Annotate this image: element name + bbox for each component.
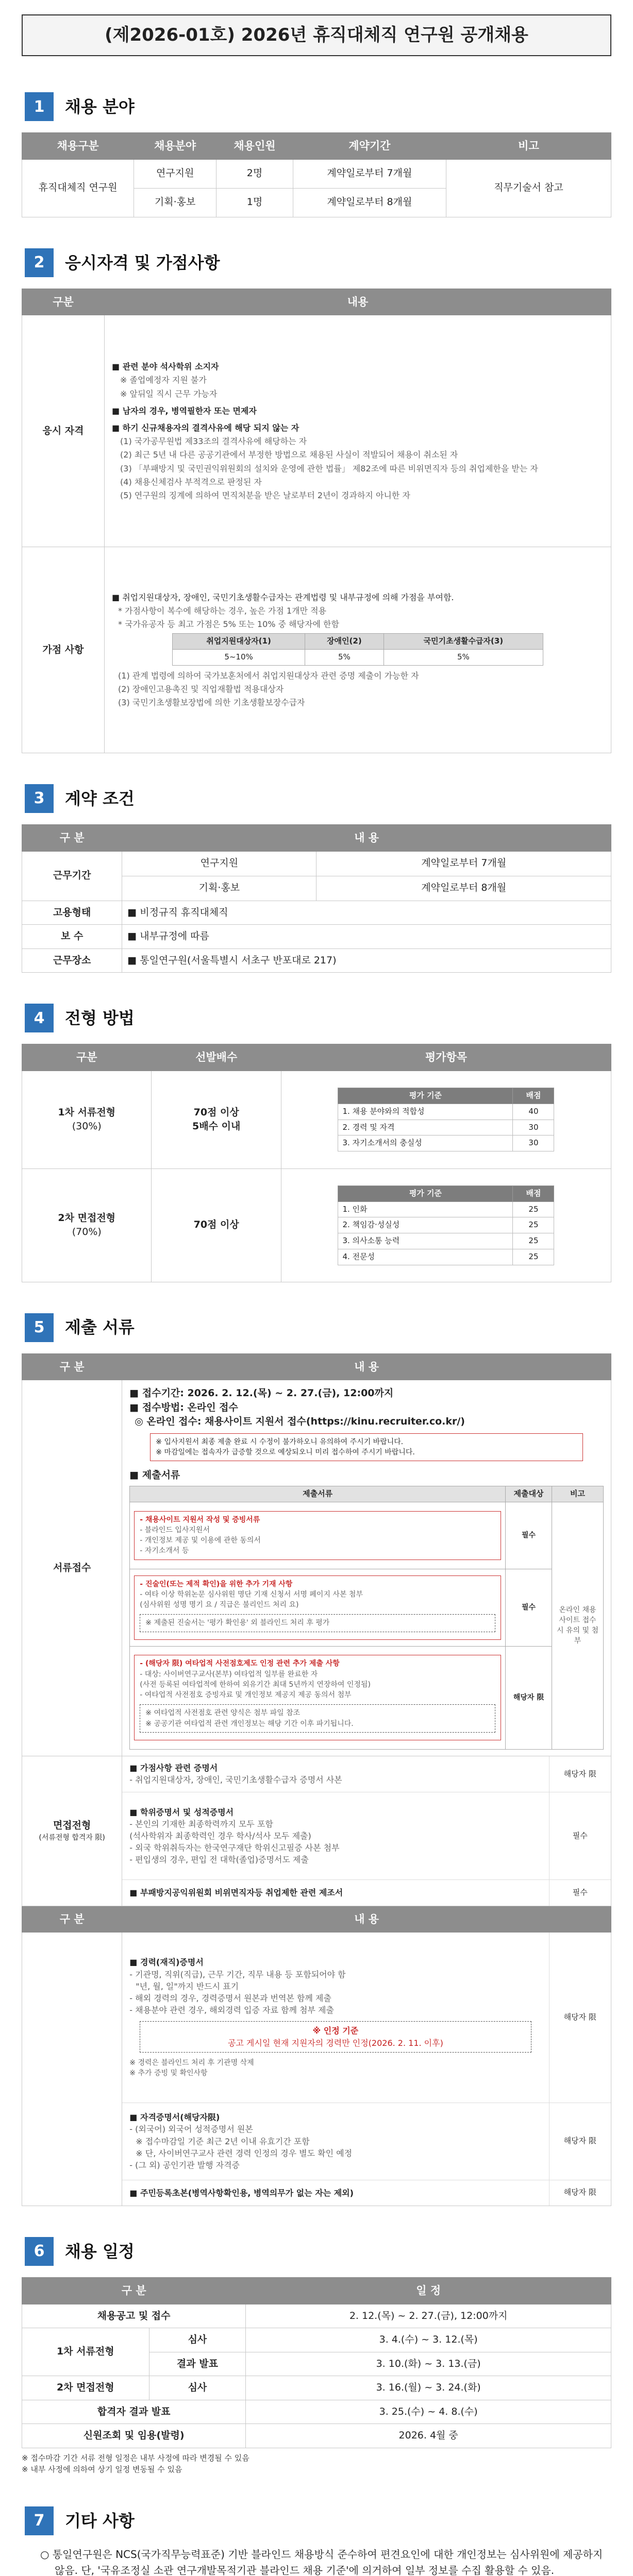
- schedule-date: 3. 4.(수) ~ 3. 12.(목): [246, 2328, 611, 2352]
- stage-name: 1차 서류전형: [58, 1106, 116, 1118]
- doc-target: 필수: [506, 1502, 552, 1569]
- application-warning: ※ 마감일에는 접속자가 급증할 것으로 예상되오니 미리 접수하여 주시기 바랍니다.: [156, 1448, 415, 1457]
- table-cell: 계약일로부터 7개월: [316, 851, 611, 876]
- career-doc-detail: - 기관명, 직위(직급), 근무 기간, 직무 내용 등 포함되어야 함: [129, 1969, 346, 1979]
- eval-header: 배점: [513, 1185, 554, 1201]
- eval-criterion: 4. 전문성: [338, 1249, 513, 1265]
- eval-criterion: 1. 인화: [338, 1201, 513, 1217]
- interview-doc-detail: - 본인의 기재한 최종학력까지 모두 포함: [129, 1819, 273, 1829]
- table-cell: 계약일로부터 7개월: [293, 159, 446, 188]
- table-cell: 2명: [216, 159, 293, 188]
- section-number: 3: [25, 784, 54, 813]
- section-selection-method: [22, 1004, 611, 1282]
- eval-header: 평가 기준: [338, 1185, 513, 1201]
- table-cell: 직무기술서 참고: [446, 159, 611, 217]
- table-cell: 계약일로부터 8개월: [316, 876, 611, 901]
- section-others: [22, 2506, 611, 2576]
- application-site: ◎ 온라인 접수: 채용사이트 지원서 접수(https://kinu.recruiter.co.kr/): [135, 1416, 465, 1428]
- stage-weight: (70%): [72, 1226, 102, 1238]
- application-period: ■ 접수기간: 2026. 2. 12.(목) ~ 2. 27.(금), 12:00까지: [129, 1387, 394, 1399]
- doc-item: - 진술인(또는 제적 확인)을 위한 추가 기재 사항: [140, 1580, 293, 1588]
- doc-target: 해당자 限: [549, 2180, 611, 2206]
- eval-score: 25: [513, 1233, 554, 1249]
- schedule-date: 3. 25.(수) ~ 4. 8.(수): [246, 2400, 611, 2424]
- table-header: 일 정: [246, 2278, 611, 2304]
- schedule-date: 2026. 4월 중: [246, 2424, 611, 2448]
- table-header: 계약기간: [293, 133, 446, 159]
- selection-multiple: 70점 이상: [193, 1219, 239, 1231]
- row-label: 서류접수: [22, 1380, 122, 1756]
- doc-target: 해당자 限: [506, 1646, 552, 1749]
- career-doc: ■ 경력(재직)증명서: [129, 1957, 204, 1968]
- selection-table: [22, 1044, 611, 1282]
- schedule-sublabel: 심사: [149, 2328, 246, 2352]
- stage-weight: (30%): [72, 1121, 102, 1132]
- eval-score: 40: [513, 1104, 554, 1120]
- section-title: 채용 일정: [65, 2241, 135, 2261]
- bonus-table: [172, 633, 543, 666]
- doc-item: (심사위원 성명 명기 요 / 직급은 불리인드 처리 요): [140, 1601, 299, 1609]
- license-doc: ■ 자격증명서(해당자限): [129, 2112, 220, 2123]
- table-cell: ■ 비정규직 휴직대체직: [122, 901, 611, 925]
- table-header: 채용분야: [134, 133, 216, 159]
- license-doc-detail: ※ 접수마감일 기준 최근 2년 이내 유효기간 포함: [136, 2136, 310, 2146]
- interview-doc: ■ 가점사항 관련 증명서: [129, 1763, 218, 1773]
- table-header: 구 분: [22, 1906, 122, 1932]
- doc-item: - 개인정보 제공 및 이용에 관한 동의서: [140, 1536, 261, 1545]
- bonus-value: 5~10%: [173, 650, 305, 666]
- disqualification-item: (2) 최근 5년 내 다른 공공기관에서 부정한 방법으로 채용된 사실이 적발되어 채용이 취소된 자: [120, 450, 458, 460]
- interview-doc: ■ 학위증명서 및 성적증명서: [129, 1807, 234, 1817]
- bonus-note: (3) 국민기초생활보장법에 의한 기초생활보장수급자: [118, 698, 305, 708]
- table-cell: 기획·홍보: [134, 188, 216, 217]
- table-cell: ■ 통일연구원(서울특별시 서초구 반포대로 217): [122, 948, 611, 973]
- doc-item: - 자기소개서 등: [140, 1547, 189, 1555]
- career-note: ※ 추가 증빙 및 확인사항: [129, 2069, 208, 2077]
- schedule-sublabel: 결과 발표: [149, 2352, 246, 2376]
- section-number: 7: [25, 2506, 54, 2535]
- table-header: 채용인원: [216, 133, 293, 159]
- table-header: 내 용: [122, 1906, 611, 1932]
- eval-criterion: 3. 자기소개서의 충실성: [338, 1136, 513, 1151]
- interview-doc-detail: - 외국 학위취득자는 한국연구재단 학위신고필증 사본 첨부: [129, 1843, 340, 1853]
- table-header: 내 용: [122, 825, 611, 851]
- schedule-date: 3. 16.(월) ~ 3. 24.(화): [246, 2376, 611, 2400]
- section-contract: [22, 784, 611, 973]
- table-header: 구분: [22, 1044, 152, 1071]
- section-number: 2: [25, 248, 54, 277]
- row-label: 가점 사항: [22, 547, 105, 753]
- row-label: 면접전형: [53, 1819, 91, 1831]
- bonus-value: 5%: [384, 650, 543, 666]
- eval-score: 25: [513, 1249, 554, 1265]
- license-doc-detail: - (그 외) 공인기관 발행 자격증: [129, 2160, 240, 2170]
- qualification-item: ■ 하기 신규채용자의 결격사유에 해당 되지 않는 자: [112, 422, 299, 433]
- resident-doc: ■ 주민등록초본(병역사항확인용, 병역의무가 없는 자는 제외): [129, 2188, 354, 2198]
- section-schedule: [22, 2237, 611, 2476]
- doc-item: (사전 등록된 여타업적에 한하여 외유기간 최대 5년까지 연장하여 인정됨): [140, 1680, 371, 1689]
- table-header: 평가항목: [281, 1044, 611, 1071]
- disqualification-item: (4) 채용신체검사 부적격으로 판정된 자: [120, 477, 262, 487]
- schedule-note: ※ 접수마감 기간 서류 전형 일정은 내부 사정에 따라 변경될 수 있음: [22, 2453, 249, 2463]
- interview-doc-detail: - 편입생의 경우, 편입 전 대학(졸업)증명서도 제출: [129, 1855, 309, 1865]
- docs-header: 제출서류: [130, 1486, 506, 1502]
- doc-note: ※ 여타업적 사전점호 관련 양식은 첨부 파일 참조: [145, 1709, 301, 1718]
- schedule-note: ※ 내부 사정에 의하여 상기 일정 변동될 수 있음: [22, 2465, 182, 2475]
- table-cell: 1명: [216, 188, 293, 217]
- schedule-label: 2차 면접전형: [22, 2376, 149, 2400]
- table-cell: 휴직대체직 연구원: [22, 159, 134, 217]
- section-title: 응시자격 및 가점사항: [65, 252, 220, 273]
- eval-score: 30: [513, 1120, 554, 1136]
- row-label: 응시 자격: [22, 315, 105, 547]
- notice-item: ○ 통일연구원은 NCS(국가직무능력표준) 기반 블라인드 채용방식 준수하여 편견요인에 대한 개인정보는 심사위원에 제공하지 않음. 단, '국유조정실 소관 연구개발목적기관 블라인드 채용 기준'에 의거하여 일부 정보를 수집 활용할 수 있음.: [40, 2548, 603, 2576]
- doc-item: - 채용사이트 지원서 작성 및 증빙서류: [140, 1515, 260, 1524]
- qualification-note: ※ 졸업예정자 지원 불가: [120, 375, 207, 385]
- doc-note: 온라인 채용사이트 접수 시 유의 및 첨부: [552, 1502, 604, 1749]
- evaluation-table: [338, 1088, 554, 1151]
- stage-name: 2차 면접전형: [58, 1212, 116, 1224]
- section-number: 4: [25, 1004, 54, 1032]
- career-doc-detail: "년, 월, 일"까지 반드시 표기: [136, 1981, 239, 1991]
- section-number: 6: [25, 2237, 54, 2266]
- bonus-note: (1) 관계 법령에 의하여 국가보훈처에서 취업지원대상자 관련 증명 제출이 가능한 자: [118, 670, 419, 681]
- career-doc-detail: - 채용분야 관련 경우, 해외경력 입증 자료 함께 첨부 제출: [129, 2005, 334, 2015]
- doc-target: 해당자 限: [549, 1756, 611, 1792]
- table-header: 구분: [22, 289, 105, 315]
- table-header: 구 분: [22, 1353, 122, 1380]
- disqualification-item: (5) 연구원의 징계에 의하여 면직처분을 받은 날로부터 2년이 경과하지 아니한 자: [120, 490, 410, 500]
- disqualification-item: (1) 국가공무원법 제33조의 결격사유에 해당하는 자: [120, 436, 307, 447]
- doc-item: - 여타업적 사전점호 증빙자료 및 개인정보 제공지 제공 동의서 첨부: [140, 1691, 352, 1700]
- section-documents: [22, 1313, 611, 2206]
- schedule-label: 신원조회 및 임용(발령): [22, 2424, 246, 2448]
- section-qualifications: [22, 248, 611, 753]
- schedule-label: 1차 서류전형: [22, 2328, 149, 2376]
- table-header: 비고: [446, 133, 611, 159]
- eval-criterion: 3. 의사소통 능력: [338, 1233, 513, 1249]
- interview-doc-detail: - 취업지원대상자, 장애인, 국민기초생활수급자 증명서 사본: [129, 1775, 342, 1785]
- schedule-table: [22, 2277, 611, 2448]
- bonus-header: 장애인(2): [305, 634, 384, 650]
- eval-header: 평가 기준: [338, 1088, 513, 1104]
- doc-note: ※ 공공기관 여타업적 관련 개인정보는 해당 기간 이후 파기됩니다.: [145, 1719, 354, 1728]
- schedule-date: 3. 10.(화) ~ 3. 13.(금): [246, 2352, 611, 2376]
- selection-multiple: 5배수 이내: [192, 1121, 241, 1132]
- bonus-note: * 국가유공자 등 최고 가점은 5% 또는 10% 중 해당자에 한함: [118, 619, 339, 630]
- row-sublabel: (서류전형 합격자 限): [39, 1834, 105, 1842]
- row-label: 고용형태: [22, 901, 122, 925]
- docs-header: 비고: [552, 1486, 604, 1502]
- bonus-note: * 가점사항이 복수에 해당하는 경우, 높은 가점 1개만 적용: [118, 606, 327, 616]
- selection-multiple: 70점 이상: [193, 1106, 239, 1118]
- career-note: ※ 경력은 블라인드 처리 후 기관명 삭제: [129, 2058, 254, 2067]
- doc-target: 해당자 限: [549, 2103, 611, 2180]
- section-number: 5: [25, 1313, 54, 1342]
- career-criteria: 공고 게시일 현재 지원자의 경력만 인정(2026. 2. 11. 이후): [227, 2038, 443, 2048]
- table-header: 구 분: [22, 825, 122, 851]
- documents-subtitle: ■ 제출서류: [129, 1469, 180, 1481]
- schedule-date: 2. 12.(목) ~ 2. 27.(금), 12:00까지: [246, 2304, 611, 2328]
- page-title: (제2026-01호) 2026년 휴직대체직 연구원 공개채용: [22, 14, 611, 56]
- table-header: 내 용: [122, 1353, 611, 1380]
- schedule-sublabel: 심사: [149, 2376, 246, 2400]
- table-cell: 연구지원: [122, 851, 316, 876]
- doc-item: - 여타 이상 학위논문 심사위원 명단 기재 신청서 서명 페이지 사본 첨부: [140, 1590, 363, 1599]
- doc-target: 필수: [506, 1569, 552, 1646]
- bonus-item: ■ 취업지원대상자, 장애인, 국민기초생활수급자는 관계법령 및 내부규정에 의해 가점을 부여함.: [112, 592, 454, 602]
- eval-criterion: 2. 경력 및 자격: [338, 1120, 513, 1136]
- doc-target: 필수: [549, 1880, 611, 1906]
- table-cell: 계약일로부터 8개월: [293, 188, 446, 217]
- section-number: 1: [25, 92, 54, 121]
- doc-item: - 대상: 사이버연구교사(본부) 여타업적 일부를 완료한 자: [140, 1670, 318, 1679]
- eval-score: 30: [513, 1136, 554, 1151]
- doc-item: - (해당자 限) 여타업적 사전점호제도 인정 관련 추가 제출 사항: [140, 1659, 340, 1668]
- qualification-note: ※ 앞뒤일 직시 근무 가능자: [120, 388, 218, 399]
- contract-table: [22, 824, 611, 973]
- eval-score: 25: [513, 1217, 554, 1233]
- section-title: 채용 분야: [65, 97, 135, 117]
- eval-header: 배점: [513, 1088, 554, 1104]
- license-doc-detail: ※ 단, 사이버연구교사 관련 경력 인정의 경우 별도 확인 예정: [136, 2148, 353, 2158]
- application-warning: ※ 입사지원서 최종 제출 완료 시 수정이 불가하오니 유의하여 주시기 바랍니다.: [156, 1437, 404, 1446]
- eval-criterion: 1. 채용 분야와의 적합성: [338, 1104, 513, 1120]
- schedule-label: 채용공고 및 접수: [22, 2304, 246, 2328]
- application-method: ■ 접수방법: 온라인 접수: [129, 1401, 238, 1413]
- row-label: 보 수: [22, 925, 122, 949]
- docs-header: 제출대상: [506, 1486, 552, 1502]
- disqualification-item: (3) 「부패방지 및 국민권익위원회의 설치와 운영에 관한 법률」 제82조에 따른 비위면직자 등의 취업제한을 받는 자: [120, 463, 538, 473]
- eval-score: 25: [513, 1201, 554, 1217]
- recruit-field-table: [22, 132, 611, 217]
- row-label: 근무장소: [22, 948, 122, 973]
- career-criteria-title: ※ 인정 기준: [312, 2026, 359, 2036]
- section-title: 제출 서류: [65, 1317, 135, 1337]
- table-header: 내용: [105, 289, 611, 315]
- bonus-value: 5%: [305, 650, 384, 666]
- doc-item: - 블라인드 입사지원서: [140, 1526, 210, 1534]
- interview-doc: ■ 부패방지공익위원회 비위면직자등 취업제한 관련 제조서: [129, 1888, 343, 1898]
- license-doc-detail: - (외국어) 외국어 성적증명서 원본: [129, 2124, 253, 2134]
- doc-target: 해당자 限: [549, 1933, 611, 2103]
- interview-doc-detail: (석사학위자 최종학력인 경우 학사/석사 모두 제출): [129, 1831, 311, 1841]
- bonus-note: (2) 장애인고용촉진 및 직업재활법 적용대상자: [118, 684, 284, 694]
- schedule-label: 합격자 결과 발표: [22, 2400, 246, 2424]
- row-label: 근무기간: [22, 851, 122, 901]
- section-title: 기타 사항: [65, 2511, 135, 2531]
- qualification-table: [22, 289, 611, 753]
- required-documents-table: [129, 1486, 604, 1750]
- documents-table: [22, 1353, 611, 2206]
- doc-target: 필수: [549, 1792, 611, 1880]
- eval-criterion: 2. 책임감·성실성: [338, 1217, 513, 1233]
- table-header: 선발배수: [152, 1044, 281, 1071]
- section-recruit-field: [22, 92, 611, 217]
- bonus-header: 취업지원대상자(1): [173, 634, 305, 650]
- table-cell: 연구지원: [134, 159, 216, 188]
- section-title: 계약 조건: [65, 788, 135, 808]
- table-cell: 기획·홍보: [122, 876, 316, 901]
- qualification-item: ■ 관련 분야 석사학위 소지자: [112, 362, 219, 372]
- qualification-item: ■ 남자의 경우, 병역필한자 또는 면제자: [112, 405, 257, 416]
- table-header: 구 분: [22, 2278, 246, 2304]
- table-cell: ■ 내부규정에 따름: [122, 925, 611, 949]
- table-header: 채용구분: [22, 133, 134, 159]
- doc-note: ※ 제출된 진술서는 '평가 확인용' 외 블라인드 처리 후 평가: [145, 1619, 330, 1628]
- bonus-header: 국민기초생활수급자(3): [384, 634, 543, 650]
- evaluation-table: [338, 1185, 554, 1265]
- career-doc-detail: - 해외 경력의 경우, 경력증명서 원본과 번역본 함께 제출: [129, 1993, 331, 2003]
- section-title: 전형 방법: [65, 1008, 135, 1028]
